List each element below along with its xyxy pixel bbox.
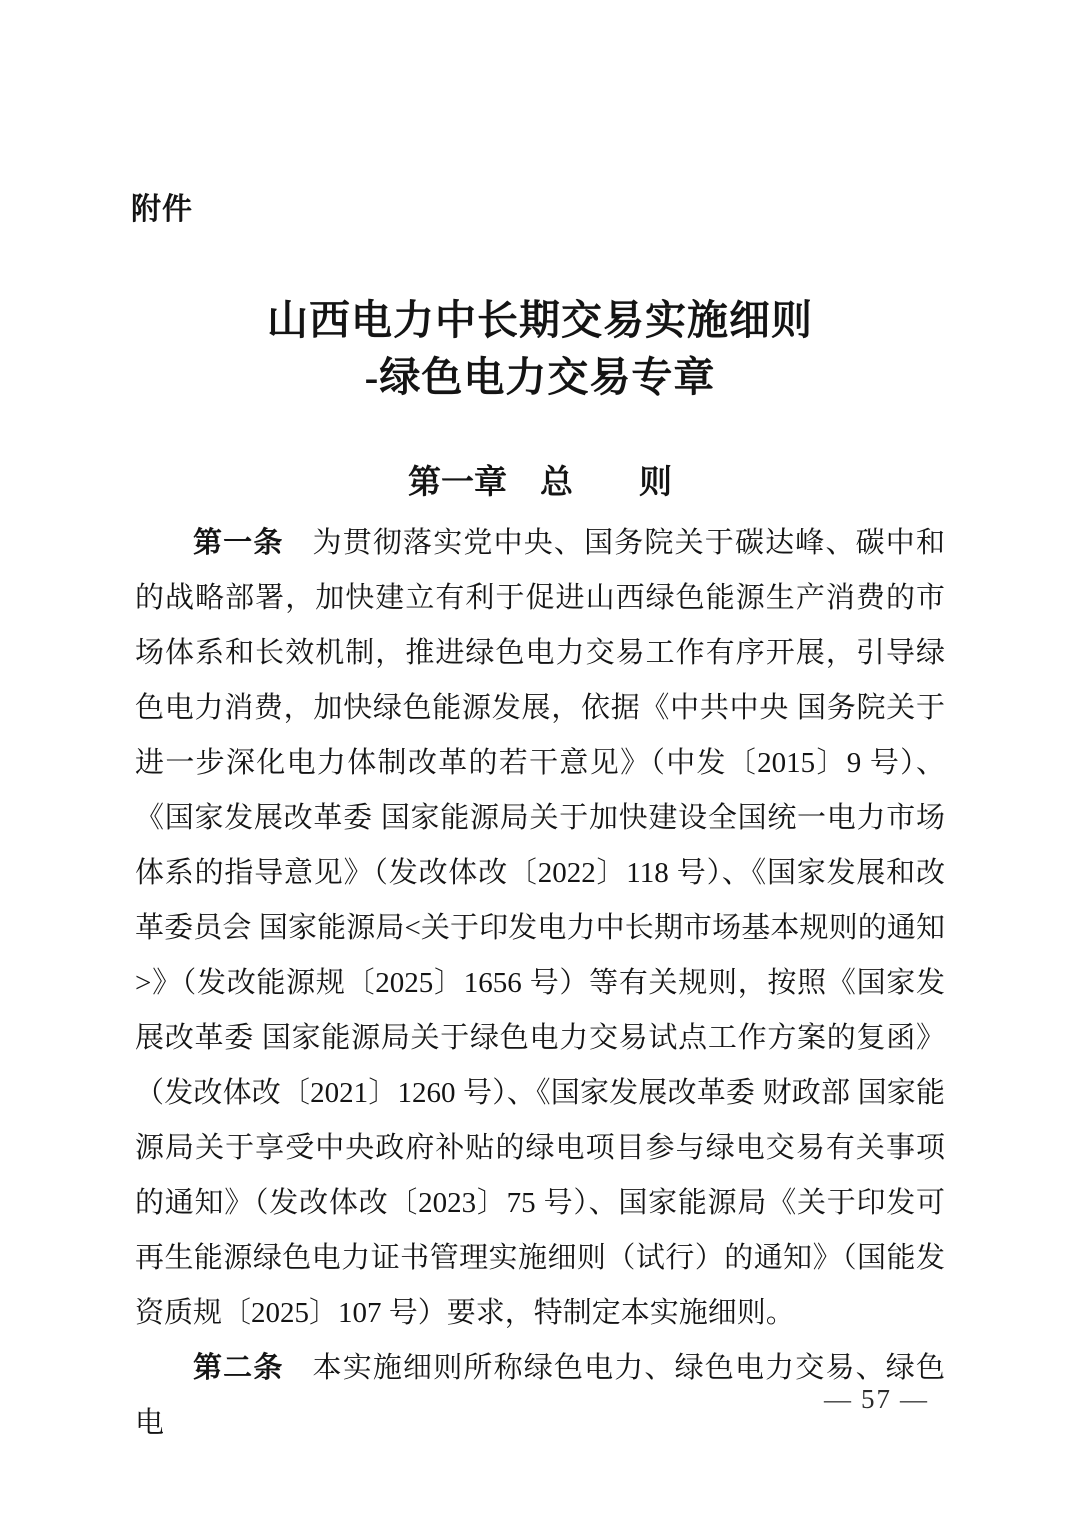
- document-body: [135, 516, 945, 1451]
- page-number-left-dash: —: [824, 1384, 853, 1414]
- article-1-paragraph: [135, 516, 945, 1341]
- document-title-line-2: -绿色电力交易专章: [364, 354, 716, 400]
- page-number-footer: [816, 1383, 937, 1415]
- article-1-text: 为贯彻落实党中央、国务院关于碳达峰、碳中和的战略部署，加快建立有利于促进山西绿色能源生产消费的市场体系和长效机制，推进绿色电力交易工作有序开展，引导绿色电力消费，加快绿色能源发展，依据《中共中央 国务院关于进一步深化电力体制改革的若干意见》（中发〔2015〕9 号）、《国家发展改革委 国家能源局关于加快建设全国统一电力市场体系的指导意见》（发改体改〔2022〕118 号）、《国家发展和改革委员会 国家能源局<关于印发电力中长期市场基本规则的通知>》（发改能源规〔2025〕1656 号）等有关规则，按照《国家发展改革委 国家能源局关于绿色电力交易试点工作方案的复函》（发改体改〔2021〕1260 号）、《国家发展改革委 财政部 国家能源局关于享受中央政府补贴的绿电项目参与绿电交易有关事项的通知》（发改体改〔2023〕75 号）、国家能源局《关于印发可再生能源绿色电力证书管理实施细则（试行）的通知》（国能发资质规〔2025〕107 号）要求，特制定本实施细则。: [135, 527, 945, 1329]
- chapter-heading: 第一章 总 则: [408, 465, 672, 501]
- article-2-text: 本实施细则所称绿色电力、绿色电力交易、绿色电: [135, 1352, 945, 1439]
- document-title: [0, 292, 1080, 406]
- article-2-number: 第二条: [193, 1352, 284, 1384]
- article-1-number: 第一条: [193, 527, 284, 559]
- document-title-line-1: 山西电力中长期交易实施细则: [267, 297, 813, 343]
- page-number: 57: [861, 1384, 892, 1414]
- page-number-right-dash: —: [900, 1384, 929, 1414]
- attachment-label: 附件: [131, 193, 193, 226]
